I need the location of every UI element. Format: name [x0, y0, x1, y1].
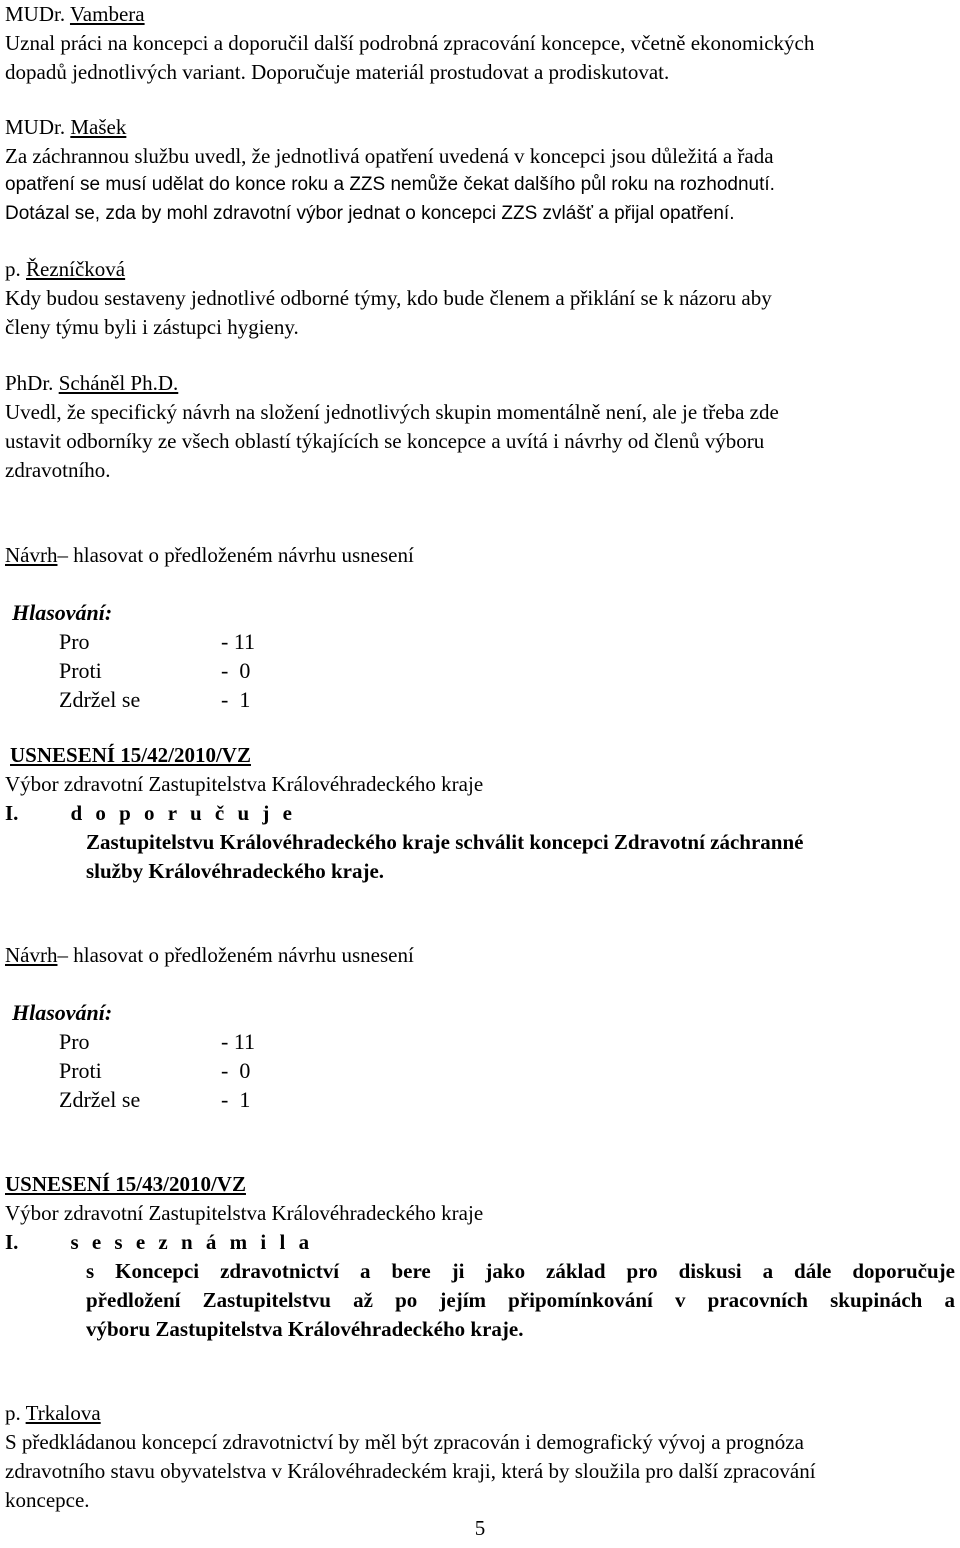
committee-name: Výbor zdravotní Zastupitelstva Královéhradeckého kraje [5, 772, 484, 796]
resolution-text-line: s Koncepci zdravotnictví a bere ji jako základ pro diskusi a dále doporučuje [86, 1259, 955, 1283]
resolution-title: USNESENÍ 15/43/2010/VZ [5, 1172, 246, 1196]
page-number: 5 [474, 1516, 486, 1540]
resolution-verb-line [5, 799, 955, 828]
paragraph-line: ustavit odborníky ze všech oblastí týkajících se koncepce a uvítá i návrhy od členů výboru [5, 429, 765, 453]
proposal-text: – hlasovat o předloženém návrhu usnesení [57, 543, 414, 567]
resolution-verb-line [5, 1228, 955, 1257]
proposal-label: Návrh [5, 943, 58, 967]
roman-numeral: I. [5, 1230, 19, 1254]
vote-value: - 1 [221, 687, 251, 712]
proposal-label: Návrh [5, 543, 58, 567]
paragraph-line: zdravotního. [5, 458, 111, 482]
paragraph-line: Kdy budou sestaveny jednotlivé odborné týmy, kdo bude členem a přiklání se k názoru aby [5, 286, 772, 310]
proposal-line [5, 541, 955, 570]
vote-label: Proti [59, 1058, 102, 1083]
vote-label: Pro [59, 629, 90, 654]
proposal-text: – hlasovat o předloženém návrhu usnesení [57, 943, 414, 967]
vote-row-proti [59, 1056, 359, 1085]
resolution-42-text [86, 828, 955, 886]
resolution-text-line: výboru Zastupitelstva Královéhradeckého kraje. [86, 1317, 524, 1341]
voting-block [12, 998, 112, 1027]
paragraph-line: Za záchrannou službu uvedl, že jednotlivá opatření uvedená v koncepci jsou důležitá a řada [5, 144, 774, 168]
voting-results [59, 1027, 359, 1114]
speaker-prefix: p. [5, 257, 21, 281]
resolution-text-line: Zastupitelstvu Královéhradeckého kraje schválit koncepci Zdravotní záchranné [86, 830, 804, 854]
paragraph-line: Uvedl, že specifický návrh na složení jednotlivých skupin momentálně není, ale je třeba zde [5, 400, 779, 424]
paragraph-line: opatření se musí udělat do konce roku a ZZS nemůže čekat dalšího půl roku na rozhodnutí. [5, 174, 775, 195]
speaker-surname: Scháněl Ph.D. [58, 371, 179, 395]
speaker-name [5, 1399, 955, 1428]
speaker-reznickova [5, 255, 955, 342]
vote-label: Zdržel se [59, 687, 141, 712]
voting-block [12, 598, 112, 627]
speaker-prefix: MUDr. [5, 2, 66, 26]
vote-row-proti [59, 656, 359, 685]
resolution-43-text [86, 1257, 955, 1344]
speaker-name [5, 369, 955, 398]
speaker-name [5, 255, 955, 284]
resolution-title: USNESENÍ 15/42/2010/VZ [10, 743, 251, 767]
resolution-verb: d o p o r u č u j e [70, 801, 296, 825]
speaker-name [5, 113, 955, 142]
resolution-text-line: předložení Zastupitelstvu až po jejím připomínkování v pracovních skupinách a [86, 1288, 955, 1312]
vote-value: - 11 [221, 1029, 256, 1054]
speaker-vambera [5, 0, 955, 87]
vote-row-pro [59, 627, 359, 656]
vote-label: Zdržel se [59, 1087, 141, 1112]
roman-numeral: I. [5, 801, 19, 825]
speaker-prefix: p. [5, 1401, 21, 1425]
voting-title: Hlasování: [12, 1000, 113, 1025]
speaker-surname: Trkalova [25, 1401, 101, 1425]
proposal-line [5, 941, 955, 970]
vote-value: - 11 [221, 629, 256, 654]
speaker-surname: Řezníčková [26, 257, 126, 281]
vote-row-abstain [59, 685, 359, 714]
vote-label: Pro [59, 1029, 90, 1054]
speaker-prefix: PhDr. [5, 371, 54, 395]
speaker-surname: Mašek [70, 115, 127, 139]
committee-name: Výbor zdravotní Zastupitelstva Královéhradeckého kraje [5, 1201, 484, 1225]
speaker-schanel [5, 369, 955, 485]
resolution-43 [5, 1170, 955, 1257]
resolution-42 [5, 741, 955, 828]
paragraph-line: Dotázal se, zda by mohl zdravotní výbor jednat o koncepci ZZS zvlášť a přijal opatření. [5, 203, 735, 224]
vote-value: - 0 [221, 658, 251, 683]
speaker-masek [5, 113, 955, 229]
voting-title: Hlasování: [12, 600, 113, 625]
speaker-trkalova [5, 1399, 955, 1515]
paragraph-line: Uznal práci na koncepci a doporučil další podrobná zpracování koncepce, včetně ekonomických [5, 31, 815, 55]
vote-value: - 1 [221, 1087, 251, 1112]
speaker-name [5, 0, 955, 29]
vote-row-pro [59, 1027, 359, 1056]
voting-results [59, 627, 359, 714]
paragraph-line: zdravotního stavu obyvatelstva v Královéhradeckém kraji, která by sloužila pro další zpracování [5, 1459, 816, 1483]
resolution-verb: s e s e z n á m i l a [70, 1230, 314, 1254]
vote-label: Proti [59, 658, 102, 683]
paragraph-line: dopadů jednotlivých variant. Doporučuje materiál prostudovat a prodiskutovat. [5, 60, 670, 84]
paragraph-line: S předkládanou koncepcí zdravotnictví by měl být zpracován i demografický vývoj a prognóza [5, 1430, 804, 1454]
resolution-text-line: služby Královéhradeckého kraje. [86, 859, 385, 883]
vote-value: - 0 [221, 1058, 251, 1083]
vote-row-abstain [59, 1085, 359, 1114]
speaker-prefix: MUDr. [5, 115, 66, 139]
speaker-surname: Vambera [69, 2, 145, 26]
paragraph-line: koncepce. [5, 1488, 90, 1512]
paragraph-line: členy týmu byli i zástupci hygieny. [5, 315, 299, 339]
